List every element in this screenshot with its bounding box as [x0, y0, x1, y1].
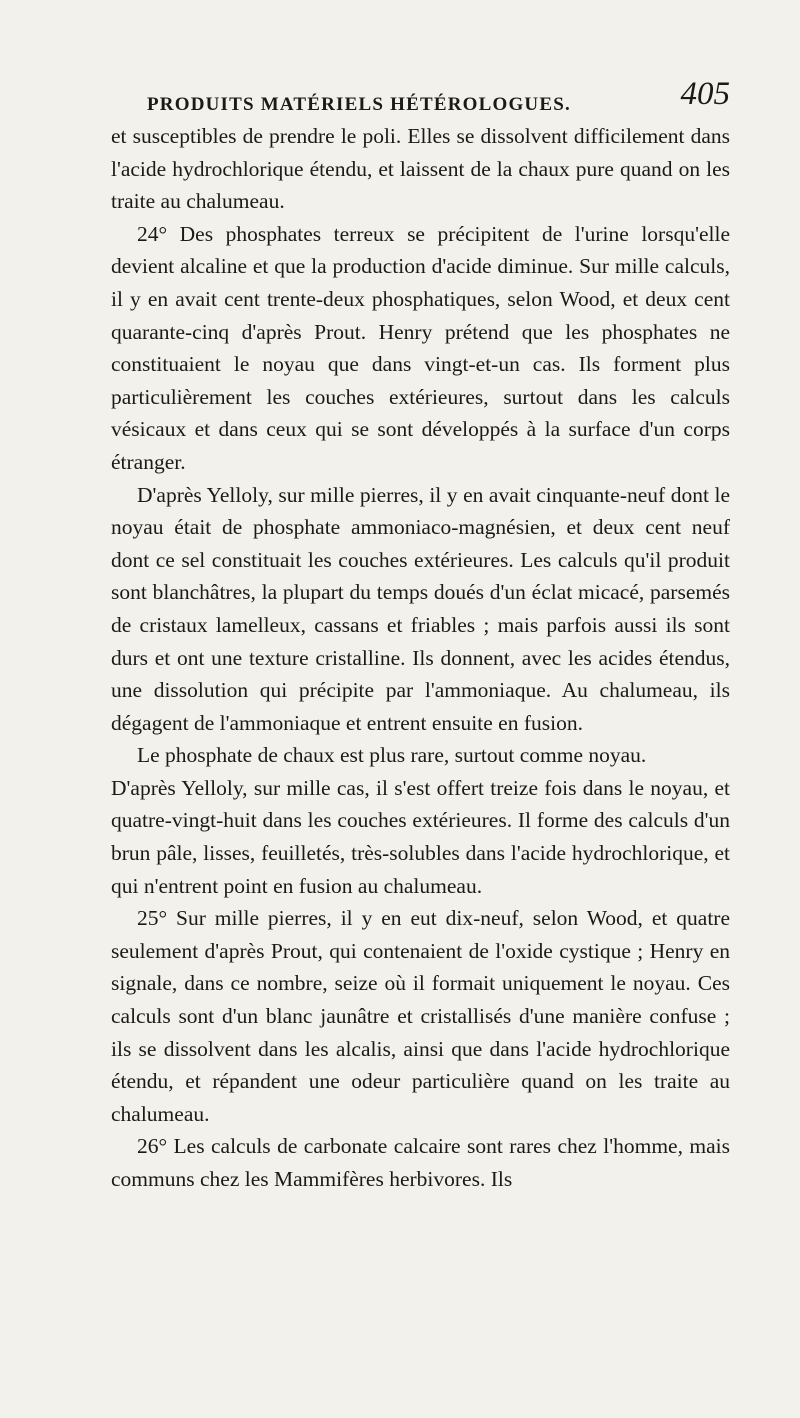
running-head: [111, 76, 730, 115]
paragraph-yelloly-chaux: D'après Yelloly, sur mille cas, il s'est offert treize fois dans le noyau, et quatre-vingt-huit dans les couches extérieures. Il forme des calculs d'un brun pâle, lisses, feuilletés, très-solubles dans l'acide hydrochlorique, et qui n'entrent point en fusion au chalumeau.: [111, 775, 730, 898]
paragraph-continuation: et susceptibles de prendre le poli. Elles se dissolvent difficilement dans l'acide hydrochlorique étendu, et laissent de la chaux pure quand on les traite au chalumeau.: [111, 124, 730, 214]
paragraph-25-cystique: 25° Sur mille pierres, il y en eut dix-neuf, selon Wood, et quatre seulement d'après Prout, qui contenaient de l'oxide cystique ; Henry en signale, dans ce nombre, seize où il formait uniquement le noyau. Ces calculs sont d'un blanc jaunâtre et cristallisés d'une manière confuse ; ils se dissolvent dans les alcalis, ainsi que dans l'acide hydrochlorique étendu, et répandent une odeur particulière quand on les traite au chalumeau.: [111, 906, 730, 1126]
body-text: [111, 120, 730, 1196]
paragraph-24-phosphates: 24° Des phosphates terreux se précipitent de l'urine lorsqu'elle devient alcaline et que la production d'acide diminue. Sur mille calculs, il y en avait cent trente-deux phosphatiques, selon Wood, et deux cent quarante-cinq d'après Prout. Henry prétend que les phosphates ne constituaient le noyau que dans vingt-et-un cas. Ils forment plus particulièrement les couches extérieures, surtout dans les calculs vésicaux et dans ceux qui se sont développés à la surface d'un corps étranger.: [111, 221, 730, 474]
paragraph-yelloly-ammoniaco: D'après Yelloly, sur mille pierres, il y en avait cinquante-neuf dont le noyau était de phosphate ammoniaco-magnésien, et deux cent neuf dont ce sel constituait les couches extérieures. Les calculs qu'il produit sont blanchâtres, la plupart du temps doués d'un éclat micacé, parsemés de cristaux lamelleux, cassans et friables ; mais parfois aussi ils sont durs et ont une texture cristalline. Ils donnent, avec les acides étendus, une dissolution qui précipite par l'ammoniaque. Au chalumeau, ils dégagent de l'ammoniaque et entrent ensuite en fusion.: [111, 482, 730, 735]
paragraph-phosphate-chaux: Le phosphate de chaux est plus rare, surtout comme noyau.: [137, 743, 647, 768]
page-number: 405: [680, 76, 730, 112]
running-title: PRODUITS MATÉRIELS HÉTÉROLOGUES.: [147, 94, 571, 115]
paragraph-26-carbonate: 26° Les calculs de carbonate calcaire sont rares chez l'homme, mais communs chez les Mammifères herbivores. Ils: [111, 1134, 730, 1191]
